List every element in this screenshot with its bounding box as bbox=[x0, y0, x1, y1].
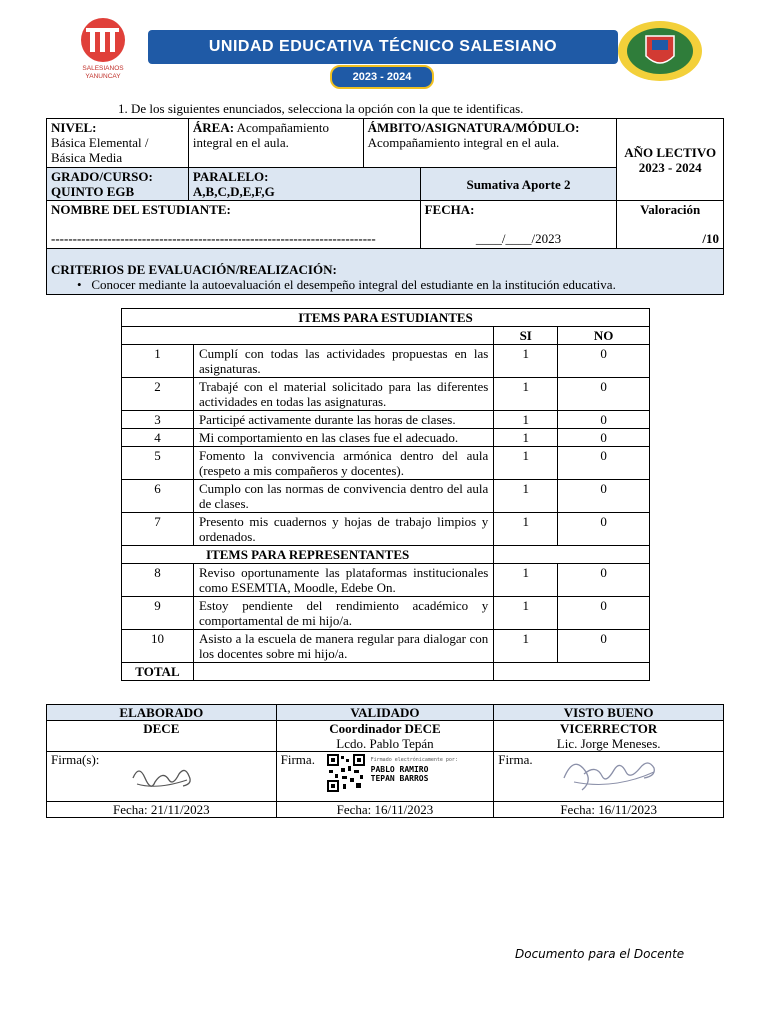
grado-value: QUINTO EGB bbox=[51, 184, 135, 199]
criterios-item bbox=[51, 277, 719, 292]
elaborado-firma-cell bbox=[47, 752, 277, 802]
item-text: Estoy pendiente del rendimiento académico y comportamental de mi hijo/a. bbox=[193, 597, 493, 630]
item-no-value: 0 bbox=[558, 597, 650, 630]
elaborado-fecha: Fecha: 21/11/2023 bbox=[47, 802, 277, 818]
footer-note: Documento para el Docente bbox=[515, 947, 685, 961]
grado-cell bbox=[47, 168, 189, 201]
item-number: 4 bbox=[122, 429, 194, 447]
item-text: Presento mis cuadernos y hojas de trabajo limpios y ordenados. bbox=[193, 513, 493, 546]
e-signature-text bbox=[371, 756, 458, 783]
item-si-value: 1 bbox=[494, 564, 558, 597]
item-text: Cumplo con las normas de convivencia dentro del aula de clases. bbox=[193, 480, 493, 513]
item-number: 2 bbox=[122, 378, 194, 411]
item-number: 9 bbox=[122, 597, 194, 630]
visto-name: Lic. Jorge Meneses. bbox=[556, 736, 661, 751]
item-text: Mi comportamiento en las clases fue el adecuado. bbox=[193, 429, 493, 447]
students-header: ITEMS PARA ESTUDIANTES bbox=[122, 309, 650, 327]
table-row bbox=[122, 447, 650, 480]
item-no-value: 0 bbox=[558, 411, 650, 429]
svg-text:SALESIANOS: SALESIANOS bbox=[82, 65, 124, 72]
item-number: 6 bbox=[122, 480, 194, 513]
table-row bbox=[122, 345, 650, 378]
validado-fecha: Fecha: 16/11/2023 bbox=[276, 802, 494, 818]
anio-cell bbox=[617, 119, 724, 201]
validado-role: Coordinador DECE bbox=[329, 721, 441, 736]
elaborado-role: DECE bbox=[143, 721, 180, 736]
item-no-value: 0 bbox=[558, 378, 650, 411]
item-si-value: 1 bbox=[494, 513, 558, 546]
table-row bbox=[122, 630, 650, 663]
nombre-line: --------------------------------------------------------------------------- bbox=[51, 231, 376, 246]
items-table bbox=[121, 308, 650, 681]
item-no-value: 0 bbox=[558, 630, 650, 663]
item-text: Trabajé con el material solicitado para las diferentes actividades en todas las asignaturas. bbox=[193, 378, 493, 411]
salesianos-logo bbox=[68, 14, 138, 84]
elaborado-header: ELABORADO bbox=[47, 705, 277, 721]
item-no-value: 0 bbox=[558, 429, 650, 447]
table-row bbox=[122, 411, 650, 429]
fecha-value: ____/____/2023 bbox=[475, 231, 562, 246]
validado-firma-cell bbox=[276, 752, 494, 802]
e-signature-caption: Firmado electrónicamente por: bbox=[370, 757, 458, 763]
reps-header: ITEMS PARA REPRESENTANTES bbox=[122, 546, 494, 564]
item-si-value: 1 bbox=[494, 480, 558, 513]
item-no-value: 0 bbox=[558, 447, 650, 480]
visto-role-cell bbox=[494, 721, 724, 752]
item-number: 10 bbox=[122, 630, 194, 663]
ambito-cell bbox=[363, 119, 617, 168]
ambito-value: Acompañamiento integral en el aula. bbox=[367, 135, 560, 150]
school-title: UNIDAD EDUCATIVA TÉCNICO SALESIANO bbox=[208, 38, 558, 55]
criterios-text: Conocer mediante la autoevaluación el desempeño integral del estudiante en la institución educativa. bbox=[91, 277, 616, 292]
item-si-value: 1 bbox=[494, 378, 558, 411]
item-text: Participé activamente durante las horas de clases. bbox=[193, 411, 493, 429]
fecha-cell bbox=[420, 201, 617, 249]
table-row bbox=[122, 378, 650, 411]
ambito-label: ÁMBITO/ASIGNATURA/MÓDULO: bbox=[367, 120, 580, 135]
valoracion-cell bbox=[617, 201, 724, 249]
visto-bueno-header: VISTO BUENO bbox=[494, 705, 724, 721]
area-label: ÁREA: bbox=[192, 120, 235, 135]
empty-header-cell bbox=[122, 327, 494, 345]
table-row bbox=[122, 429, 650, 447]
item-number: 8 bbox=[122, 564, 194, 597]
paralelo-cell bbox=[188, 168, 420, 201]
visto-role: VICERRECTOR bbox=[560, 721, 658, 736]
year-badge: 2023 - 2024 bbox=[330, 65, 434, 89]
total-label: TOTAL bbox=[122, 663, 194, 681]
item-si-value: 1 bbox=[494, 597, 558, 630]
valoracion-value: /10 bbox=[702, 231, 719, 246]
nivel-label: NIVEL: bbox=[51, 120, 97, 135]
item-number: 7 bbox=[122, 513, 194, 546]
item-no-value: 0 bbox=[558, 345, 650, 378]
item-text: Reviso oportunamente las plataformas institucionales como ESEMTIA, Moodle, Edebe On. bbox=[193, 564, 493, 597]
criterios-label: CRITERIOS DE EVALUACIÓN/REALIZACIÓN: bbox=[51, 262, 337, 277]
e-signature-name-2: TEPAN BARROS bbox=[370, 774, 429, 783]
table-row bbox=[122, 480, 650, 513]
validado-firma-label: Firma. bbox=[280, 752, 315, 767]
qr-code-image bbox=[327, 754, 365, 792]
school-crest-logo bbox=[616, 20, 704, 82]
svg-text:YANUNCAY: YANUNCAY bbox=[85, 73, 121, 80]
item-si-value: 1 bbox=[494, 429, 558, 447]
paralelo-label: PARALELO: bbox=[192, 169, 269, 184]
validado-name: Lcdo. Pablo Tepán bbox=[336, 736, 434, 751]
table-row bbox=[122, 513, 650, 546]
item-text: Asisto a la escuela de manera regular para dialogar con los docentes sobre mi hijo/a. bbox=[193, 630, 493, 663]
item-si-value: 1 bbox=[494, 411, 558, 429]
nivel-cell bbox=[47, 119, 189, 168]
signature-1-image bbox=[127, 756, 207, 796]
nivel-value: Básica Elemental / Básica Media bbox=[51, 135, 149, 165]
sumativa-cell: Sumativa Aporte 2 bbox=[420, 168, 617, 201]
visto-firma-cell bbox=[494, 752, 724, 802]
item-number: 5 bbox=[122, 447, 194, 480]
reps-header-empty bbox=[494, 546, 650, 564]
signatures-table bbox=[46, 704, 724, 818]
col-si-header: SI bbox=[494, 327, 558, 345]
item-text: Fomento la convivencia armónica dentro del aula (respeto a mis compañeros y docentes). bbox=[193, 447, 493, 480]
e-signature-name-1: PABLO RAMIRO bbox=[370, 765, 429, 774]
item-number: 3 bbox=[122, 411, 194, 429]
item-no-value: 0 bbox=[558, 513, 650, 546]
table-row bbox=[122, 564, 650, 597]
item-text: Cumplí con todas las actividades propuestas en las asignaturas. bbox=[193, 345, 493, 378]
item-si-value: 1 bbox=[494, 345, 558, 378]
elaborado-role-cell bbox=[47, 721, 277, 752]
total-value-cell bbox=[494, 663, 650, 681]
col-no-header: NO bbox=[558, 327, 650, 345]
anio-label: AÑO LECTIVO bbox=[624, 144, 717, 160]
item-si-value: 1 bbox=[494, 447, 558, 480]
valoracion-label: Valoración bbox=[640, 202, 701, 217]
signature-3-image bbox=[554, 752, 664, 798]
criterios-cell bbox=[47, 249, 724, 295]
nombre-label: NOMBRE DEL ESTUDIANTE: bbox=[51, 202, 231, 217]
item-number: 1 bbox=[122, 345, 194, 378]
total-empty-cell bbox=[193, 663, 493, 681]
validado-header: VALIDADO bbox=[276, 705, 494, 721]
area-cell bbox=[188, 119, 363, 168]
area-value: Acompañamiento integral en el aula. bbox=[192, 120, 330, 150]
table-row bbox=[122, 597, 650, 630]
bullet-icon: • bbox=[77, 277, 92, 292]
visto-fecha: Fecha: 16/11/2023 bbox=[494, 802, 724, 818]
item-no-value: 0 bbox=[558, 480, 650, 513]
grado-label: GRADO/CURSO: bbox=[51, 169, 153, 184]
anio-value: 2023 - 2024 bbox=[638, 159, 702, 175]
visto-firma-label: Firma. bbox=[498, 752, 533, 767]
elaborado-firma-label: Firma(s): bbox=[51, 752, 100, 767]
paralelo-value: A,B,C,D,E,F,G bbox=[192, 184, 275, 199]
validado-role-cell bbox=[276, 721, 494, 752]
item-si-value: 1 bbox=[494, 630, 558, 663]
nombre-cell bbox=[47, 201, 421, 249]
question-instruction: 1. De los siguientes enunciados, selecciona la opción con la que te identificas. bbox=[118, 101, 524, 116]
item-no-value: 0 bbox=[558, 564, 650, 597]
fecha-label: FECHA: bbox=[424, 202, 475, 217]
student-info-table bbox=[46, 118, 724, 295]
